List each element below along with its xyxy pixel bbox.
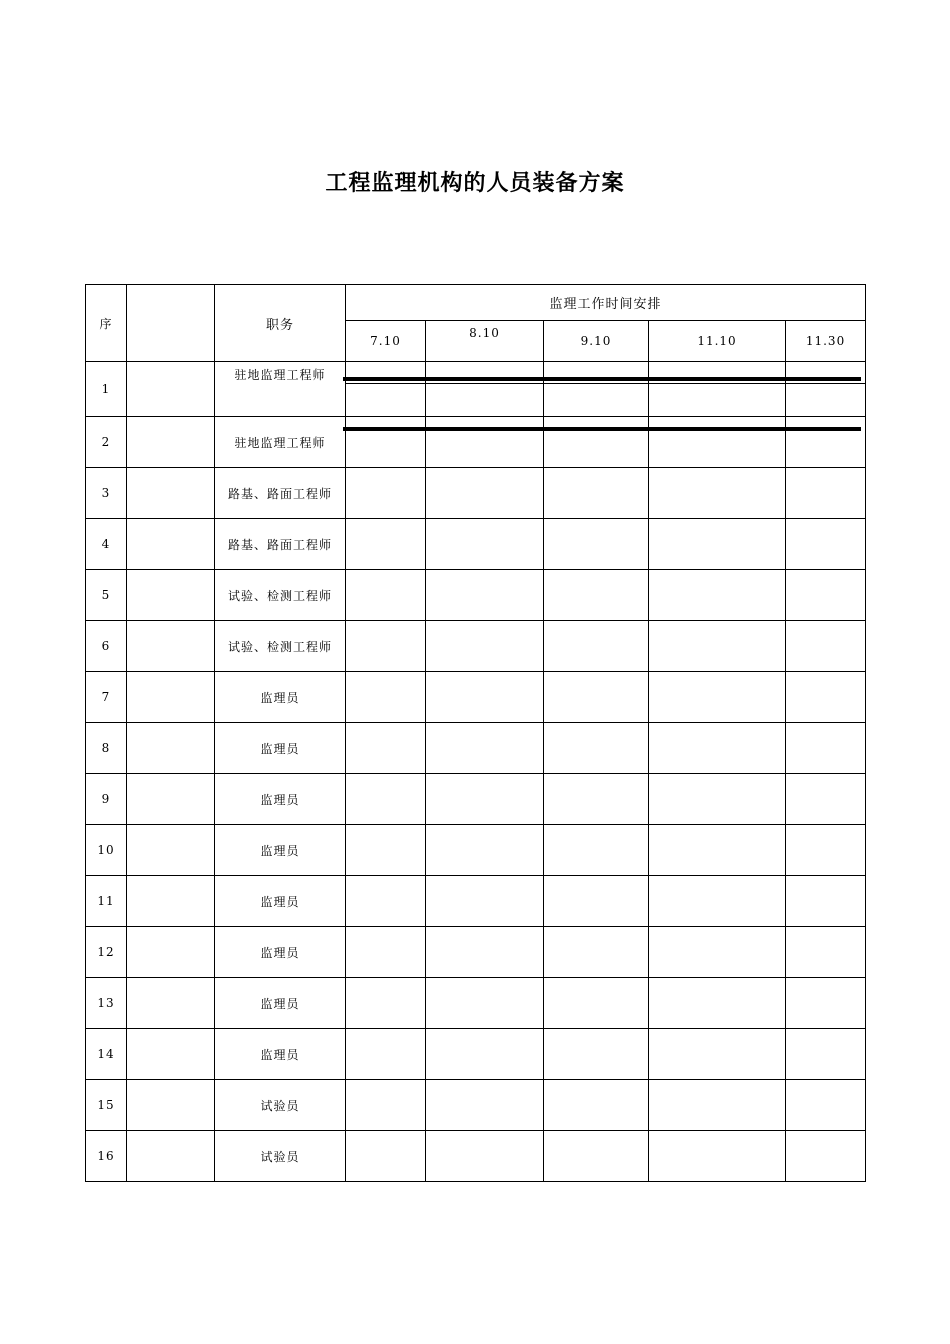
schedule-cell bbox=[346, 876, 426, 927]
schedule-cell bbox=[649, 362, 786, 417]
schedule-cell bbox=[426, 927, 544, 978]
name-cell bbox=[127, 1029, 215, 1080]
header-name bbox=[127, 285, 215, 362]
schedule-cell bbox=[544, 774, 649, 825]
date-header: 11.10 bbox=[649, 321, 786, 362]
cell-divider bbox=[786, 383, 865, 384]
name-cell bbox=[127, 570, 215, 621]
schedule-cell bbox=[426, 570, 544, 621]
schedule-cell bbox=[786, 927, 866, 978]
row-number: 11 bbox=[86, 876, 127, 927]
row-number: 2 bbox=[86, 417, 127, 468]
name-cell bbox=[127, 672, 215, 723]
schedule-cell bbox=[426, 723, 544, 774]
schedule-cell bbox=[346, 417, 426, 468]
schedule-cell bbox=[649, 1131, 786, 1182]
cell-divider bbox=[346, 383, 425, 384]
schedule-cell bbox=[649, 978, 786, 1029]
role-cell: 路基、路面工程师 bbox=[215, 519, 346, 570]
role-cell: 监理员 bbox=[215, 825, 346, 876]
role-cell: 监理员 bbox=[215, 672, 346, 723]
name-cell bbox=[127, 519, 215, 570]
schedule-cell bbox=[544, 927, 649, 978]
schedule-cell bbox=[426, 825, 544, 876]
schedule-cell bbox=[346, 362, 426, 417]
schedule-cell bbox=[346, 774, 426, 825]
table-row bbox=[86, 1131, 866, 1182]
schedule-cell bbox=[786, 570, 866, 621]
schedule-cell bbox=[346, 1029, 426, 1080]
schedule-cell bbox=[426, 468, 544, 519]
cell-divider bbox=[649, 383, 785, 384]
schedule-cell bbox=[426, 1131, 544, 1182]
row-number: 4 bbox=[86, 519, 127, 570]
schedule-cell bbox=[649, 570, 786, 621]
schedule-cell bbox=[544, 723, 649, 774]
row-number: 13 bbox=[86, 978, 127, 1029]
table-row bbox=[86, 927, 866, 978]
schedule-cell bbox=[649, 876, 786, 927]
schedule-cell bbox=[649, 1080, 786, 1131]
header-schedule: 监理工作时间安排 bbox=[346, 285, 866, 321]
row-number: 6 bbox=[86, 621, 127, 672]
schedule-cell bbox=[346, 1131, 426, 1182]
schedule-cell bbox=[544, 519, 649, 570]
schedule-cell bbox=[544, 468, 649, 519]
schedule-cell bbox=[346, 468, 426, 519]
schedule-cell bbox=[426, 1029, 544, 1080]
schedule-cell bbox=[346, 723, 426, 774]
schedule-cell bbox=[426, 978, 544, 1029]
schedule-cell bbox=[346, 519, 426, 570]
row-number: 1 bbox=[86, 362, 127, 417]
schedule-cell bbox=[786, 774, 866, 825]
role-cell: 驻地监理工程师 bbox=[215, 417, 346, 468]
name-cell bbox=[127, 1131, 215, 1182]
schedule-cell bbox=[649, 468, 786, 519]
row-number: 9 bbox=[86, 774, 127, 825]
role-cell: 监理员 bbox=[215, 723, 346, 774]
role-cell: 监理员 bbox=[215, 774, 346, 825]
schedule-cell bbox=[649, 723, 786, 774]
schedule-cell bbox=[346, 978, 426, 1029]
schedule-cell bbox=[786, 621, 866, 672]
schedule-cell bbox=[544, 876, 649, 927]
schedule-cell bbox=[544, 1080, 649, 1131]
schedule-cell bbox=[426, 876, 544, 927]
row-number: 16 bbox=[86, 1131, 127, 1182]
schedule-cell bbox=[544, 978, 649, 1029]
schedule-bar bbox=[343, 427, 861, 431]
role-cell: 试验、检测工程师 bbox=[215, 621, 346, 672]
schedule-cell bbox=[346, 672, 426, 723]
date-header: 8.10 bbox=[426, 321, 544, 362]
role-cell: 试验、检测工程师 bbox=[215, 570, 346, 621]
table-row bbox=[86, 672, 866, 723]
schedule-cell bbox=[544, 825, 649, 876]
schedule-cell bbox=[786, 1029, 866, 1080]
schedule-cell bbox=[786, 1131, 866, 1182]
role-cell: 路基、路面工程师 bbox=[215, 468, 346, 519]
role-cell: 驻地监理工程师 bbox=[215, 362, 346, 417]
date-header: 9.10 bbox=[544, 321, 649, 362]
row-number: 10 bbox=[86, 825, 127, 876]
date-header: 7.10 bbox=[346, 321, 426, 362]
schedule-cell bbox=[786, 978, 866, 1029]
schedule-cell bbox=[346, 570, 426, 621]
schedule-cell bbox=[649, 519, 786, 570]
row-number: 14 bbox=[86, 1029, 127, 1080]
schedule-cell bbox=[786, 672, 866, 723]
role-cell: 监理员 bbox=[215, 876, 346, 927]
schedule-cell bbox=[786, 876, 866, 927]
header-seq: 序 bbox=[86, 285, 127, 362]
schedule-cell bbox=[649, 927, 786, 978]
role-cell: 试验员 bbox=[215, 1131, 346, 1182]
schedule-cell bbox=[649, 1029, 786, 1080]
table-row bbox=[86, 468, 866, 519]
schedule-cell bbox=[649, 417, 786, 468]
name-cell bbox=[127, 825, 215, 876]
table-row bbox=[86, 1029, 866, 1080]
table-row bbox=[86, 774, 866, 825]
schedule-cell bbox=[786, 723, 866, 774]
schedule-cell bbox=[426, 1080, 544, 1131]
schedule-bar bbox=[343, 377, 861, 381]
table-row bbox=[86, 723, 866, 774]
schedule-cell bbox=[426, 672, 544, 723]
schedule-cell bbox=[649, 672, 786, 723]
name-cell bbox=[127, 417, 215, 468]
schedule-cell bbox=[346, 621, 426, 672]
schedule-cell bbox=[544, 362, 649, 417]
schedule-cell bbox=[346, 825, 426, 876]
table-row bbox=[86, 362, 866, 417]
row-number: 5 bbox=[86, 570, 127, 621]
table-row bbox=[86, 1080, 866, 1131]
role-cell: 监理员 bbox=[215, 927, 346, 978]
schedule-cell bbox=[649, 825, 786, 876]
row-number: 12 bbox=[86, 927, 127, 978]
schedule-cell bbox=[426, 362, 544, 417]
table-row bbox=[86, 417, 866, 468]
schedule-cell bbox=[544, 1029, 649, 1080]
row-number: 3 bbox=[86, 468, 127, 519]
document-title: 工程监理机构的人员装备方案 bbox=[325, 171, 625, 196]
name-cell bbox=[127, 927, 215, 978]
row-number: 8 bbox=[86, 723, 127, 774]
name-cell bbox=[127, 978, 215, 1029]
schedule-cell bbox=[649, 621, 786, 672]
name-cell bbox=[127, 468, 215, 519]
role-cell: 监理员 bbox=[215, 978, 346, 1029]
row-number: 15 bbox=[86, 1080, 127, 1131]
name-cell bbox=[127, 774, 215, 825]
schedule-cell bbox=[786, 468, 866, 519]
schedule-cell bbox=[786, 362, 866, 417]
table-row bbox=[86, 519, 866, 570]
table-row bbox=[86, 876, 866, 927]
row-number: 7 bbox=[86, 672, 127, 723]
schedule-cell bbox=[426, 519, 544, 570]
schedule-cell bbox=[426, 417, 544, 468]
role-cell: 监理员 bbox=[215, 1029, 346, 1080]
schedule-cell bbox=[544, 672, 649, 723]
name-cell bbox=[127, 876, 215, 927]
header-role: 职务 bbox=[215, 285, 346, 362]
table-row bbox=[86, 825, 866, 876]
schedule-cell bbox=[544, 1131, 649, 1182]
schedule-cell bbox=[786, 825, 866, 876]
cell-divider bbox=[544, 383, 648, 384]
table-row bbox=[86, 621, 866, 672]
name-cell bbox=[127, 362, 215, 417]
role-cell: 试验员 bbox=[215, 1080, 346, 1131]
date-header: 11.30 bbox=[786, 321, 866, 362]
schedule-cell bbox=[426, 774, 544, 825]
name-cell bbox=[127, 621, 215, 672]
schedule-cell bbox=[786, 519, 866, 570]
cell-divider bbox=[426, 383, 543, 384]
schedule-cell bbox=[426, 621, 544, 672]
name-cell bbox=[127, 1080, 215, 1131]
schedule-cell bbox=[544, 570, 649, 621]
table-row bbox=[86, 570, 866, 621]
schedule-cell bbox=[346, 1080, 426, 1131]
table-row bbox=[86, 978, 866, 1029]
schedule-cell bbox=[786, 1080, 866, 1131]
schedule-cell bbox=[544, 417, 649, 468]
schedule-cell bbox=[649, 774, 786, 825]
name-cell bbox=[127, 723, 215, 774]
schedule-cell bbox=[346, 927, 426, 978]
schedule-cell bbox=[544, 621, 649, 672]
schedule-cell bbox=[786, 417, 866, 468]
staffing-table bbox=[85, 284, 866, 1182]
header-row bbox=[86, 285, 866, 321]
